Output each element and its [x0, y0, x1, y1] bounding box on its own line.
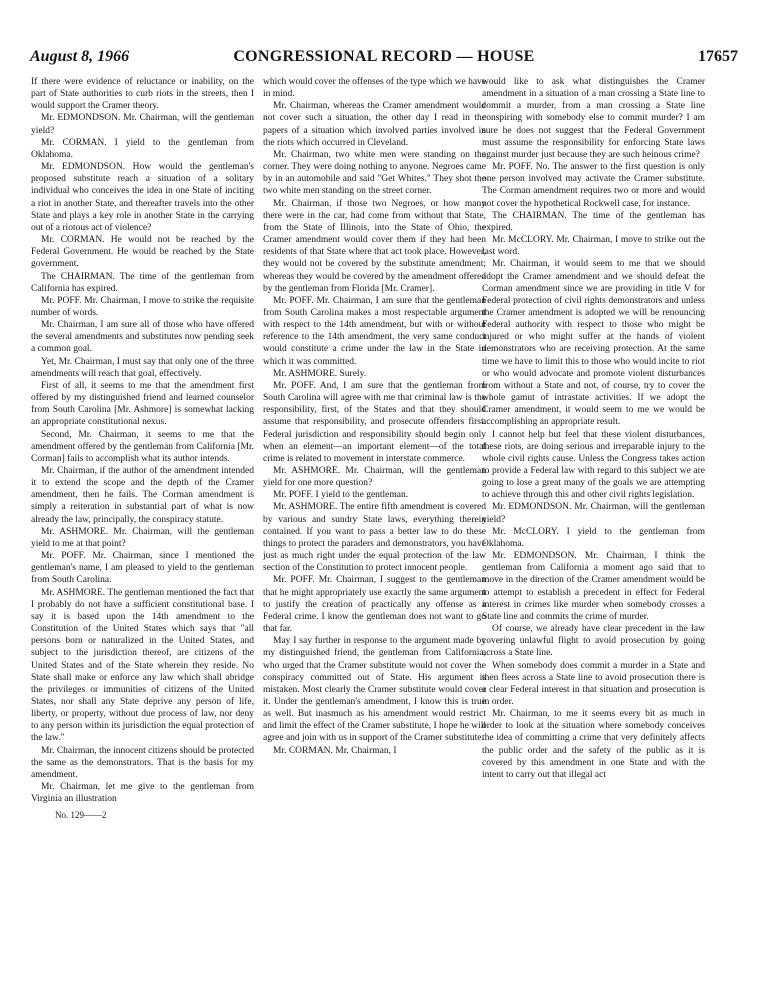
paragraph: Mr. EDMONDSON. Mr. Chairman, will the gentleman yield? [31, 113, 254, 136]
paragraph: Mr. Chairman, if the author of the amendment intended it to extend the scope and the depth of the Cramer amendment, then he fails. The Corman amendment is simply a reiteration in substantial part of what is now already the law, principally, the conspiracy statute. [31, 466, 254, 525]
paragraph: Mr. ASHMORE. The entire fifth amendment is covered by various and sundry State laws, everything therein contained. If you want to pass a better law to do these things to protect the paraders and demonstrators, you have just as much right under the equal protection of the law section of the Constitution to protect innocent people. [263, 502, 486, 574]
paragraph: May I say further in response to the argument made by my distinguished friend, the gentleman from California, who urged that the Cramer substitute would not cover the conspiracy committed out of State. His argument is mistaken. Most clearly the Cramer substitute would cover it. Under the gentleman's amendment, I know this is true as well. But inasmuch as his amendment would restrict and limit the effect of the Cramer substitute, I hope he will agree and join with us in support of the Cramer substitute. [263, 636, 486, 744]
paragraph: Mr. CORMAN. He would not be reached by the Federal Government. He would be reached by the State government. [31, 235, 254, 270]
paragraph: Mr. POFF. I yield to the gentleman. [273, 490, 409, 501]
publication-title: CONGRESSIONAL RECORD — HOUSE [233, 48, 535, 65]
page-header [30, 48, 738, 68]
paragraph: Mr. EDMONDSON. How would the gentleman's proposed substitute reach a situation of a solitary individual who conceives the idea in one State of inciting a riot in another State, and thereafter travels into the other State and plays a key role in another State in the carrying out of a riotous act of violence? [31, 162, 254, 233]
paragraph: Mr. ASHMORE. The gentleman mentioned the fact that I probably do not have a sufficient constitutional base. I say it is based upon the 14th amendment to the Constitution of the United States which says that "all persons born or naturalized in the United States, and subject to the jurisdiction thereof, are citizens of the United States and of the State wherein they reside. No State shall make or enforce any law which shall abridge the privileges or immunities of citizens of the United States, nor shall any State deprive any person of life, liberty, or property, without due process of law, nor deny to any person within its jurisdiction the equal protection of the law." [31, 587, 254, 744]
paragraph: The CHAIRMAN. The time of the gentleman has expired. [482, 210, 705, 233]
paragraph: Yet, Mr. Chairman, I must say that only one of the three amendments will reach that goal, effectively. [31, 356, 254, 379]
paragraph: Mr. EDMONDSON. Mr. Chairman, I think the gentleman from California a moment ago said that to move in the direction of the Cramer amendment would be to attempt to establish a precedent in effect for Federal interest in crimes like murder when somebody crosses a State line and commits the crime of murder. [482, 551, 705, 622]
paragraph: Second, Mr. Chairman, it seems to me that the amendment offered by the gentleman from California [Mr. Corman] fails to accomplish what its author intends. [31, 429, 254, 464]
paragraph: Mr. ASHMORE. Mr. Chairman, will the gentleman yield to me at that point? [31, 526, 254, 549]
footer-note: No. 129——2 [55, 810, 107, 821]
paragraph: I cannot help but feel that these violent disturbances, these riots, are doing serious and irreparable injury to the whole civil rights cause. Unless the Congress takes action to provide a Federal law with regard to this subject we are going to lose a great many of the goals we are attempting to achieve through this and other civil rights legislation. [482, 429, 705, 501]
text-column-3 [482, 76, 705, 976]
paragraph: Mr. ASHMORE. Surely. [273, 368, 367, 379]
text-column-1 [31, 76, 254, 976]
paragraph: Of course, we already have clear precedent in the law covering unlawful flight to avoid prosecution by going across a State line. [482, 624, 705, 659]
paragraph: Mr. EDMONDSON. Mr. Chairman, will the gentleman yield? [482, 502, 705, 525]
paragraph: Mr. CORMAN. I yield to the gentleman from Oklahoma. [31, 137, 254, 160]
text-column-2 [263, 76, 486, 976]
paragraph: Mr. POFF. Mr. Chairman, I suggest to the gentleman that he might appropriately use exactly the same argument to justify the creation of practically any offense as a Federal crime. I know the gentleman does not want to go that far. [263, 575, 486, 635]
paragraph: Mr. CORMAN. Mr. Chairman, I [273, 745, 397, 756]
paragraph: Mr. McCLORY. Mr. Chairman, I move to strike out the last word. [482, 235, 705, 258]
paragraph: would like to ask what distinguishes the Cramer amendment in a situation of a man crossing a State line to commit a murder, from a man crossing a State line conspiring with somebody else to commit murder? I am sure he does not suggest that the Federal Government must assume the responsibility for enforcing State laws against murder just because they are such heinous crime? [482, 77, 705, 160]
page-number: 17657 [698, 48, 738, 65]
paragraph: If there were evidence of reluctance or inability, on the part of State authorities to curb riots in the streets, then I would support the Cramer theory. [31, 77, 254, 112]
paragraph: Mr. POFF. Mr. Chairman, I move to strike the requisite number of words. [31, 295, 254, 318]
paragraph: Mr. Chairman, let me give to the gentleman from Virginia an illustration [31, 782, 254, 805]
paragraph: Mr. POFF. Mr. Chairman, since I mentioned the gentleman's name, I am pleased to yield to the gentleman from South Carolina. [31, 551, 254, 586]
paragraph: which would cover the offenses of the type which we have in mind. [263, 77, 486, 100]
paragraph: When somebody does commit a murder in a State and then flees across a State line to avoid prosecution there is a clear Federal interest in that situation and prosecution is in order. [482, 660, 705, 707]
paragraph: Mr. Chairman, the innocent citizens should be protected the same as the demonstrators. That is the basis for my amendment. [31, 745, 254, 780]
paragraph: Mr. POFF. Mr. Chairman, I am sure that the gentleman from South Carolina makes a most respectable argument with respect to the 14th amendment, but with or without reference to the 14th amendment, the very same conduct would constitute a crime under the law in the State in which it was committed. [263, 295, 486, 367]
paragraph: Mr. Chairman, if those two Negroes, or how many there were in the car, had come from without that State, from the State of Illinois, into the State of Ohio, the Cramer amendment would cover them if they had been residents of that State where that act took place. However, they would not be covered by the substitute amendment; whereas they would be covered by the amendment offered by the gentleman from Florida [Mr. Cramer]. [263, 198, 486, 294]
paragraph: Mr. Chairman, two white men were standing on the corner. They were doing nothing to anyone. Negroes came by in an automobile and said "Get Whites." They shot the two white men standing on the street corner. [263, 149, 486, 197]
paragraph: Mr. Chairman, whereas the Cramer amendment would not cover such a situation, the other day I read in the papers of a situation which involved parties involved in the riots which occurred in Cleveland. [263, 101, 486, 148]
paragraph: Mr. McCLORY. I yield to the gentleman from Oklahoma. [482, 526, 705, 549]
paragraph: Mr. ASHMORE. Mr. Chairman, will the gentleman yield for one more question? [263, 466, 486, 489]
paragraph: Mr. Chairman, I am sure all of those who have offered the several amendments and substitutes now pending seek a common goal. [31, 320, 254, 355]
paragraph: The CHAIRMAN. The time of the gentleman from California has expired. [31, 271, 254, 294]
paragraph: Mr. Chairman, it would seem to me that we should adopt the Cramer amendment and we should defeat the Corman amendment since we are providing in title V for Federal protection of civil rights demonstrators and unless the Cramer amendment is adopted we will be renouncing Federal authority with respect to those who might be injured or who might suffer at the hands of violent demonstrators who are receiving protection. At the same time we have to limit this to those who would incite to riot or who would advocate and promote violent disturbances from without a State and not, of course, try to cover the whole gamut of intrastate activities. If we adopt the Cramer amendment, it would seem to me we would be accomplishing an appropriate result. [482, 259, 705, 428]
issue-date: August 8, 1966 [30, 48, 130, 65]
paragraph: Mr. Chairman, to me it seems every bit as much in order to look at the situation where somebody conceives the idea of committing a crime that very definitely affects the public order and the safety of the public as it is covered by this amendment in one State and with the intent to carry out that illegal act [482, 709, 705, 780]
paragraph: Mr. POFF. No. The answer to the first question is only one person involved may activate the Cramer substitute. The Corman amendment requires two or more and would not cover the hypothetical Rockwell case, for instance. [482, 162, 705, 209]
paragraph: First of all, it seems to me that the amendment first offered by my distinguished friend and learned counselor from South Carolina [Mr. Ashmore] is somewhat lacking an appropriate constitutional nexus. [31, 380, 254, 428]
paragraph: Mr. POFF. And, I am sure that the gentleman from South Carolina will agree with me that criminal law is the responsibility, first, of the States and that they should assume that responsibility, and prosecute offenders first. Federal jurisdiction and responsibility should begin only when an element—an important element—of the total crime is related to movement in interstate commerce. [263, 380, 486, 464]
